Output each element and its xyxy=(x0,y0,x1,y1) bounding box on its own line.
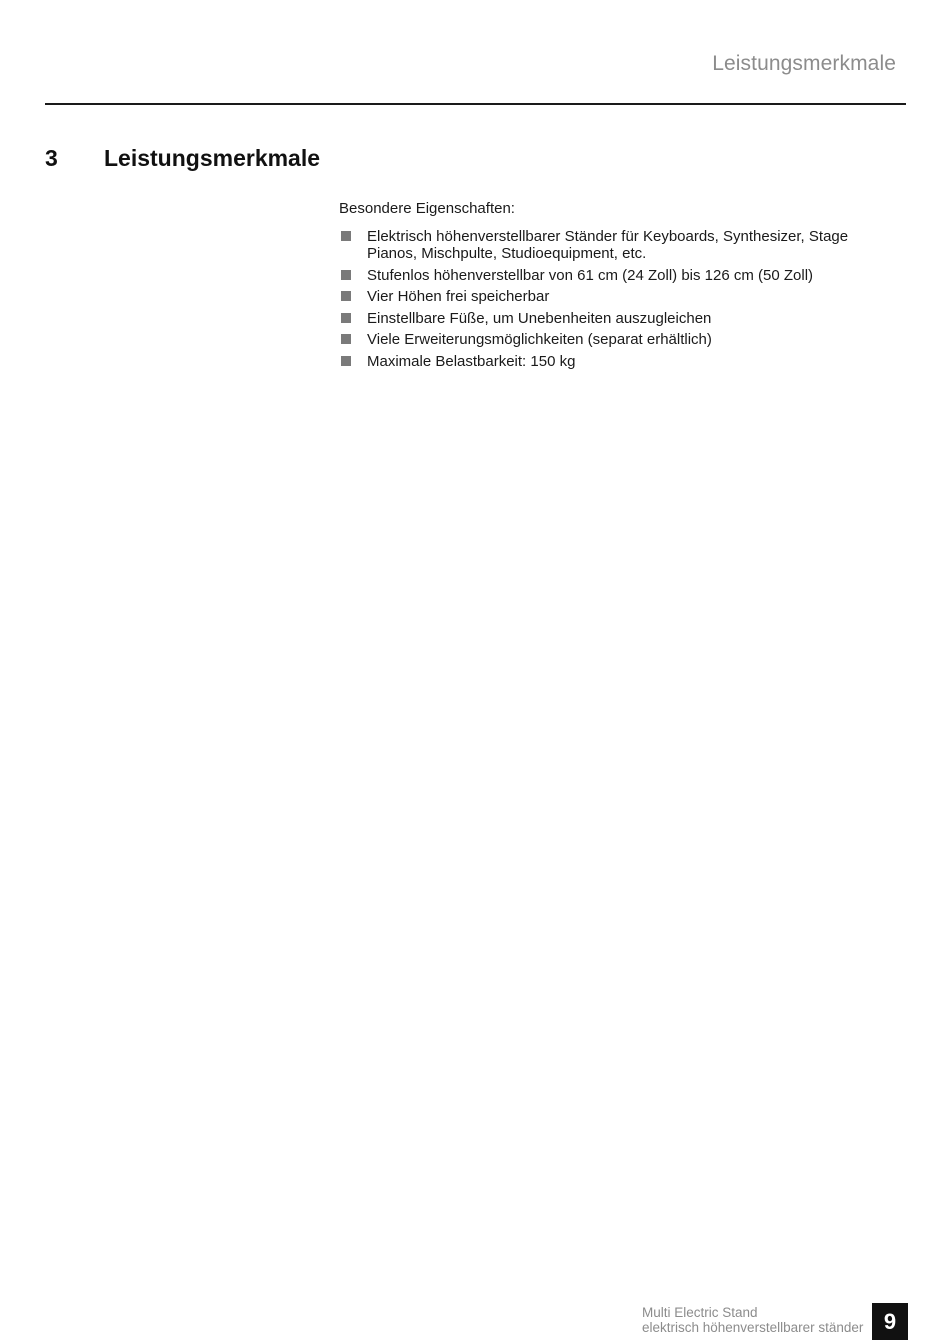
list-item xyxy=(339,267,899,284)
square-bullet-icon xyxy=(341,231,351,241)
square-bullet-icon xyxy=(341,270,351,280)
square-bullet-icon xyxy=(341,313,351,323)
feature-text: Viele Erweiterungsmöglichkeiten (separat erhältlich) xyxy=(367,331,712,348)
square-bullet-icon xyxy=(341,334,351,344)
feature-text: Maximale Belastbarkeit: 150 kg xyxy=(367,352,576,370)
feature-content xyxy=(339,200,899,374)
section-number: 3 xyxy=(45,145,58,171)
feature-text: Vier Höhen frei speicherbar xyxy=(367,288,550,305)
features-intro: Besondere Eigenschaften: xyxy=(339,200,515,217)
square-bullet-icon xyxy=(341,291,351,301)
list-item xyxy=(339,228,899,262)
page-number-badge: 9 xyxy=(872,1303,908,1340)
feature-list xyxy=(339,228,899,370)
feature-text: Elektrisch höhenverstellbarer Ständer für Keyboards, Synthesizer, Stage Pianos, Mischpulte, Studioequipment, etc. xyxy=(367,228,849,262)
footer-product-description: elektrisch höhenverstellbarer ständer xyxy=(642,1319,864,1335)
list-item xyxy=(339,353,899,370)
feature-text: Stufenlos höhenverstellbar von 61 cm (24 Zoll) bis 126 cm (50 Zoll) xyxy=(367,266,814,284)
feature-text: Einstellbare Füße, um Unebenheiten auszugleichen xyxy=(367,309,712,327)
header-divider xyxy=(45,103,906,105)
square-bullet-icon xyxy=(341,356,351,366)
list-item xyxy=(339,288,899,305)
section-title: Leistungsmerkmale xyxy=(104,145,321,171)
list-item xyxy=(339,331,899,348)
list-item xyxy=(339,310,899,327)
running-header: Leistungsmerkmale xyxy=(712,52,896,75)
footer-product-name: Multi Electric Stand xyxy=(642,1305,758,1320)
footer-product-info xyxy=(642,1306,863,1335)
